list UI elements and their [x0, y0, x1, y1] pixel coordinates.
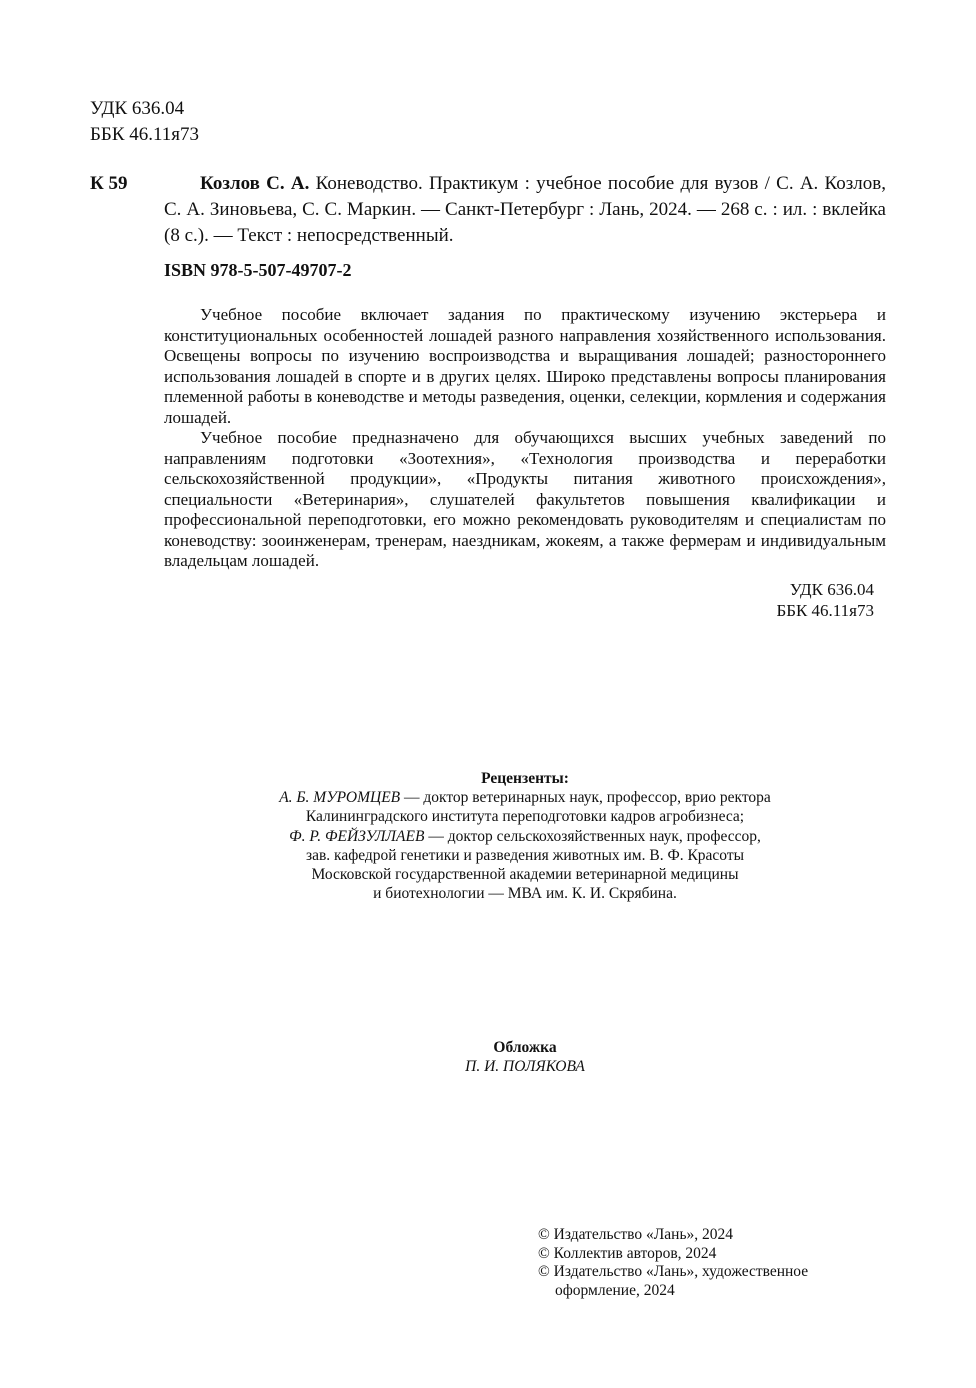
reviewer-1-line2: Калининградского института переподготовки кадров агробизнеса; [305, 808, 745, 826]
bibliographic-record [164, 171, 886, 249]
bottom-classification-codes [740, 580, 874, 621]
reviewer-2-line2: зав. кафедрой генетики и разведения животных им. В. Ф. Красоты [305, 846, 745, 864]
reviewer-2-name: Ф. Р. ФЕЙЗУЛЛАЕВ [289, 827, 425, 845]
author-heading: Козлов С. А. [200, 173, 310, 194]
udk-code-top: УДК 636.04 [90, 98, 185, 119]
reviewer-2-line3: Московской государственной академии ветеринарной медицины [311, 866, 739, 884]
isbn: ISBN 978-5-507-49707-2 [164, 260, 352, 280]
reviewer-1-line1: А. Б. МУРОМЦЕВ — доктор ветеринарных наук, профессор, врио ректора [279, 789, 771, 807]
udk-code-bottom: УДК 636.04 [789, 580, 874, 599]
reviewer-1-name: А. Б. МУРОМЦЕВ [279, 789, 401, 807]
annotation [164, 305, 886, 572]
copyright-line-2: © Коллектив авторов, 2024 [538, 1244, 717, 1262]
author-mark: К 59 [90, 173, 128, 194]
cover-designer: П. И. ПОЛЯКОВА [465, 1058, 585, 1075]
cover-credit [325, 1038, 725, 1076]
bbk-code-bottom: ББК 46.11я73 [776, 600, 874, 620]
description-line1: Коневодство. Практикум : учебное пособие для вузов / [309, 173, 770, 194]
copyright-line-1: © Издательство «Лань», 2024 [538, 1226, 734, 1243]
top-classification-codes [90, 96, 199, 148]
reviewer-2-line1: Ф. Р. ФЕЙЗУЛЛАЕВ — доктор сельскохозяйственных наук, профессор, [289, 827, 761, 845]
cover-title: Обложка [493, 1039, 557, 1056]
copyright-line-3: © Издательство «Лань», художественное [538, 1263, 809, 1280]
description-rest: С. А. Козлов, С. А. Зиновьева, С. С. Маркин. — Санкт-Петербург : Лань, 2024. — 268 с. : ил. : вклейка (8 с.). — Текст : непосредственный. [164, 173, 886, 246]
copyright-block [538, 1226, 858, 1300]
bbk-code-top: ББК 46.11я73 [90, 124, 200, 145]
annotation-paragraph-2: Учебное пособие предназначено для обучающихся высших учебных заведений по направлениям подготовки «Зоотехния», «Технология производства и переработки сельскохозяйственной продукции», «Продукты питания животного происхождения», специальности «Ветеринария», слушателей факультетов повышения квалификации и профессиональной переподготовки, его можно рекомендовать руководителям и специалистам по коневодству: зооинженерам, тренерам, наездникам, жокеям, а также фермерам и индивидуальным владельцам лошадей. [164, 428, 886, 570]
copyright-line-4: оформление, 2024 [555, 1281, 675, 1299]
annotation-paragraph-1: Учебное пособие включает задания по практическому изучению экстерьера и конституциональных особенностей лошадей разного направления хозяйственного использования. Освещены вопросы по изучению воспроизводства и выращивания лошадей; разностороннего использования лошадей в спорте и в других целях. Широко представлены вопросы планирования племенной работы в коневодстве и методы разведения, оценки, селекции, кормления и содержания лошадей. [164, 305, 886, 427]
reviewers-title: Рецензенты: [481, 770, 569, 787]
reviewer-2-line4: и биотехнологии — МВА им. К. И. Скрябина. [373, 885, 677, 903]
reviewers-block [175, 769, 875, 903]
bibliographic-description [164, 171, 886, 249]
